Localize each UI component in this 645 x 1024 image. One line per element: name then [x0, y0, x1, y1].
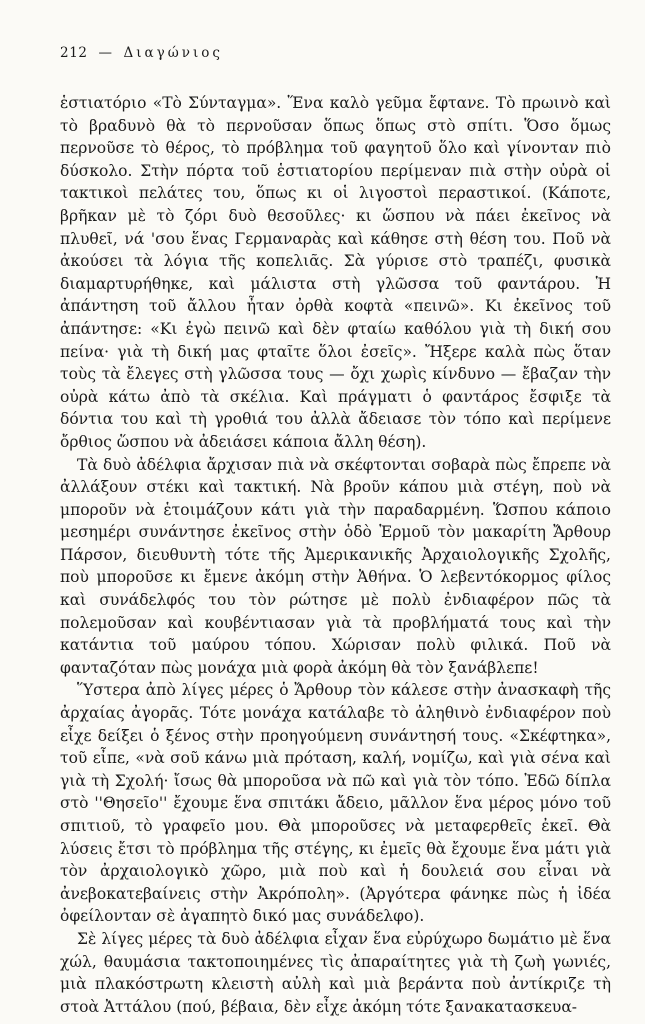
paragraph: Ὕστερα ἀπὸ λίγες μέρες ὁ Ἄρθουρ τὸν κάλεσε στὴν ἀνασκαφὴ τῆς ἀρχαίας ἀγορᾶς. Τότε μονάχα κατάλαβε τὸ ἀληθινὸ ἐνδιαφέρον ποὺ εἶχε δείξει ὁ ξένος στὴν προηγούμενη συνάντησή τους. «Σκέφτηκα», τοῦ εἶπε, «νὰ σοῦ κάνω μιὰ πρόταση, καλή, νομίζω, καὶ γιὰ σένα καὶ γιὰ τὴ Σχολή· ἴσως θὰ μποροῦσα νὰ πῶ καὶ γιὰ τὸν τόπο. Ἐδῶ δίπλα στὸ ''Θησεῖο'' ἔχουμε ἕνα σπιτάκι ἄδειο, μᾶλλον ἕνα μέρος μόνο τοῦ σπιτιοῦ, τὸ γραφεῖο μου. Θὰ μποροῦσες νὰ μεταφερθεῖς ἐκεῖ. Θὰ λύσεις ἔτσι τὸ πρόβλημα τῆς στέγης, κι ἐμεῖς θὰ ἔχουμε ἕνα μάτι γιὰ τὸν ἀρχαιολογικὸ χῶρο, μιὰ ποὺ καὶ ἡ δουλειά σου εἶναι νὰ ἀνεβοκατεβαίνεις στὴν Ἀκρόπολη». (Ἀργότερα φάνηκε πὼς ἡ ἰδέα ὀφείλονταν σὲ ἀγαπητὸ δικό μας συνάδελφο).: [60, 681, 611, 926]
page-number: 212: [60, 45, 88, 61]
header-separator: —: [98, 45, 113, 61]
body-text: [60, 92, 611, 1018]
paragraph: Σὲ λίγες μέρες τὰ δυὸ ἀδέλφια εἶχαν ἕνα εὐρύχωρο δωμάτιο μὲ ἕνα χώλ, θαυμάσια τακτοποιημένες τὶς ἀπαραίτητες γιὰ τὴ ζωὴ γωνιές, μιὰ πλακόστρωτη κλειστὴ αὐλὴ καὶ μιὰ βεράντα ποὺ ἀντίκριζε τὴ στοὰ Ἀττάλου (πού, βέβαια, δὲν εἶχε ἀκόμη τότε ξανακατασκευα-: [60, 929, 611, 1016]
paragraph: Τὰ δυὸ ἀδέλφια ἄρχισαν πιὰ νὰ σκέφτονται σοβαρὰ πὼς ἔπρεπε νὰ ἀλλάξουν στέκι καὶ τακτική. Νὰ βροῦν κάπου μιὰ στέγη, ποὺ νὰ μποροῦν νὰ ἑτοιμάζουν κάτι γιὰ τὴν παραδαρμένη. Ὥσπου κάποιο μεσημέρι συνάντησε ἐκεῖνος στὴν ὁδὸ Ἑρμοῦ τὸν μακαρίτη Ἄρθουρ Πάρσον, διευθυντὴ τότε τῆς Ἀμερικανικῆς Ἀρχαιολογικῆς Σχολῆς, ποὺ μποροῦσε κι ἔμενε ἀκόμη στὴν Ἀθήνα. Ὁ λεβεντόκορμος φίλος καὶ συνάδελφός του τὸν ρώτησε μὲ πολὺ ἐνδιαφέρον πῶς τὰ πολεμοῦσαν καὶ κουβέντιασαν γιὰ τὰ προβλήματά τους καὶ τὴν κατάντια τοῦ μαύρου τόπου. Χώρισαν πολὺ φιλικά. Ποῦ νὰ φανταζόταν πὼς μονάχα μιὰ φορὰ ἀκόμη θὰ τὸν ξανάβλεπε!: [60, 455, 611, 677]
paragraph-continued: ἑστιατόριο «Τὸ Σύνταγμα». Ἕνα καλὸ γεῦμα ἔφτανε. Τὸ πρωινὸ καὶ τὸ βραδυνὸ θὰ τὸ περνοῦσαν ὅπως ὅπως στὸ σπίτι. Ὅσο ὅμως περνοῦσε τὸ θέρος, τὸ πρόβλημα τοῦ φαγητοῦ ὅλο καὶ γίνονταν πιὸ δύσκολο. Στὴν πόρτα τοῦ ἑστιατορίου περίμεναν πιὰ στὴν οὐρὰ οἱ τακτικοὶ πελάτες του, ὅπως κι οἱ λιγοστοὶ περαστικοί. (Κάποτε, βρῆκαν μὲ τὸ ζόρι δυὸ θεσοῦλες· κι ὥσπου νὰ πάει ἐκεῖνος νὰ πλυθεῖ, νά 'σου ἕνας Γερμαναρὰς καὶ κάθησε στὴ θέση του. Ποῦ νὰ ἀκούσει τὰ λόγια τῆς κοπελιᾶς. Σὰ γύρισε στὸ τραπέζι, φυσικὰ διαμαρτυρήθηκε, καὶ μάλιστα στὴ γλῶσσα τοῦ φαντάρου. Ἡ ἀπάντηση τοῦ ἄλλου ἦταν ὀρθὰ κοφτὰ «πεινῶ». Κι ἐκεῖνος τοῦ ἀπάντησε: «Κι ἐγὼ πεινῶ καὶ δὲν φταίω καθόλου γιὰ τὴ δική σου πείνα· γιὰ τὴ δική μας φταῖτε ὅλοι ἐσεῖς». Ἤξερε καλὰ πὼς ὅταν τοὺς τὰ ἔλεγες στὴ γλῶσσα τους — ὄχι χωρὶς κίνδυνο — ἔβαζαν τὴν οὐρὰ κάτω ἀπὸ τὰ σκέλια. Καὶ πράγματι ὁ φαντάρος ἔσφιξε τὰ δόντια του καὶ τὴ γροθιά του ἀλλὰ ἄδειασε τὸν τόπο καὶ περίμενε ὄρθιος ὥσπου νὰ ἀδειάσει κάποια ἄλλη θέση).: [60, 94, 611, 451]
running-head: [60, 44, 611, 62]
running-title: Διαγώνιος: [123, 45, 223, 61]
